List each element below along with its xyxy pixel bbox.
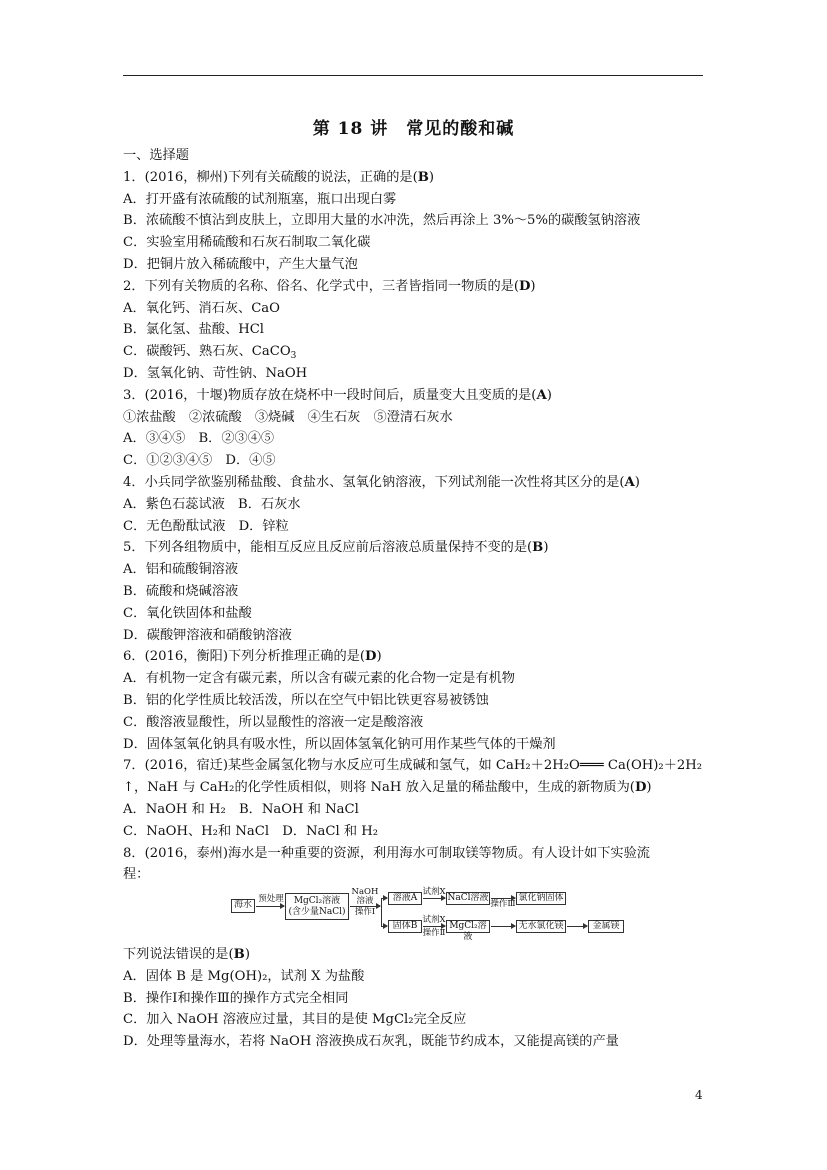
answer: B bbox=[532, 540, 544, 556]
text-line bbox=[123, 734, 708, 756]
question-lines bbox=[123, 167, 708, 886]
text-line bbox=[123, 1009, 708, 1031]
line-text: A．氧化钙、消石灰、CaO bbox=[123, 300, 280, 316]
flow-seawater: 海水 bbox=[231, 899, 255, 913]
line-text: 4．小兵同学欲鉴别稀盐酸、食盐水、氢氧化钠溶液，下列试剂能一次性将其区分的是( bbox=[123, 474, 625, 490]
text-line bbox=[123, 428, 708, 450]
page-number: 4 bbox=[695, 1088, 703, 1102]
line-text: 8．(2016，泰州)海水是一种重要的资源，利用海水可制取镁等物质。有人设计如下实验流 bbox=[123, 845, 650, 861]
line-text: C．碳酸钙、熟石灰、CaCO bbox=[123, 344, 291, 360]
line-text: D．把铜片放入稀硫酸中，产生大量气泡 bbox=[123, 256, 358, 272]
flow-arrow bbox=[491, 926, 515, 927]
text-line bbox=[123, 494, 708, 516]
text-line bbox=[123, 988, 708, 1010]
answer-close: ) bbox=[646, 780, 652, 796]
answer-close: ) bbox=[428, 169, 435, 185]
text-line bbox=[123, 537, 708, 559]
text-line bbox=[123, 966, 708, 988]
flow-naoh-1: NaOH bbox=[351, 887, 379, 898]
flow-label-op1: 操作Ⅰ bbox=[354, 907, 376, 918]
line-text: 3．(2016，十堰)物质存放在烧杯中一段时间后，质量变大且变质的是( bbox=[123, 387, 537, 403]
flow-solid-b: 固体B bbox=[388, 920, 422, 933]
text-line bbox=[123, 944, 708, 966]
answer: D bbox=[634, 780, 647, 796]
flow-arrow bbox=[256, 906, 284, 907]
flow-label-op3: 操作Ⅲ bbox=[490, 899, 516, 910]
answer-close: ) bbox=[634, 474, 640, 490]
flow-arrow bbox=[567, 926, 587, 927]
answer: A bbox=[624, 474, 635, 490]
text-line bbox=[123, 603, 708, 625]
line-text: C．加入 NaOH 溶液应过量，其目的是使 MgCl₂完全反应 bbox=[123, 1012, 467, 1028]
answer: B bbox=[417, 169, 429, 185]
answer-close: ) bbox=[546, 387, 552, 403]
line-text: ↑，NaH 与 CaH₂的化学性质相似，则将 NaH 放入足量的稀盐酸中，生成的新物质为( bbox=[123, 780, 635, 796]
text-line bbox=[123, 341, 708, 363]
text-line bbox=[123, 690, 708, 712]
text-line bbox=[123, 363, 708, 385]
flow-mgcl2-text: MgCl₂溶液 bbox=[293, 896, 341, 907]
line-text: A．铝和硫酸铜溶液 bbox=[123, 562, 239, 578]
text-line bbox=[123, 864, 708, 886]
answer: A bbox=[536, 387, 547, 403]
text-line bbox=[123, 843, 708, 865]
text-line bbox=[123, 472, 708, 494]
after-lines bbox=[123, 944, 708, 1053]
header-rule bbox=[123, 75, 703, 76]
flow-label-x1: 试剂X bbox=[422, 887, 446, 898]
text-line bbox=[123, 450, 708, 472]
flow-label-op2: 操作Ⅱ bbox=[422, 928, 446, 939]
answer: D bbox=[518, 278, 531, 294]
flow-label-x2: 试剂X bbox=[422, 915, 446, 926]
flow-diagram bbox=[123, 887, 708, 943]
text-line bbox=[123, 581, 708, 603]
flow-nacl-solid: 氯化钠固体 bbox=[516, 892, 566, 905]
line-text: C．氧化铁固体和盐酸 bbox=[123, 605, 252, 621]
text-line bbox=[123, 276, 708, 298]
content bbox=[123, 145, 708, 1053]
text-line bbox=[123, 298, 708, 320]
text-line bbox=[123, 167, 708, 189]
line-text: A．③④⑤ B．②③④⑤ bbox=[123, 431, 275, 447]
line-text: D．碳酸钾溶液和硝酸钠溶液 bbox=[123, 627, 292, 643]
answer-close: ) bbox=[530, 278, 536, 294]
text-line bbox=[123, 210, 708, 232]
section-heading: 一、选择题 bbox=[123, 148, 189, 163]
text-line bbox=[123, 559, 708, 581]
line-text: B．氯化氢、盐酸、HCl bbox=[123, 322, 264, 338]
line-text: 6．(2016，衡阳)下列分析推理正确的是( bbox=[123, 649, 366, 665]
line-text: 下列说法错误的是( bbox=[123, 947, 234, 963]
line-text: A．紫色石蕊试液 B．石灰水 bbox=[123, 496, 301, 512]
line-text: C．①②③④⑤ D．④⑤ bbox=[123, 453, 276, 469]
flow-label-pretreat: 预处理 bbox=[258, 894, 284, 905]
line-text: C．实验室用稀硫酸和石灰石制取二氧化碳 bbox=[123, 235, 371, 251]
flow-arrow bbox=[423, 898, 445, 899]
line-text: B．操作Ⅰ和操作Ⅲ的操作方式完全相同 bbox=[123, 990, 349, 1006]
flow-anhydrous-mgcl2: 无水氯化镁 bbox=[516, 920, 566, 933]
answer-close: ) bbox=[543, 540, 549, 556]
line-text: A．NaOH 和 H₂ B．NaOH 和 NaCl bbox=[123, 801, 359, 817]
line-text: D．处理等量海水，若将 NaOH 溶液换成石灰乳，既能节约成本，又能提高镁的产量 bbox=[123, 1034, 619, 1050]
line-text: 程： bbox=[123, 867, 150, 883]
line-text: A．固体 B 是 Mg(OH)₂，试剂 X 为盐酸 bbox=[123, 968, 365, 984]
line-text: D．固体氢氧化钠具有吸水性，所以固体氢氧化钠可用作某些气体的干燥剂 bbox=[123, 736, 556, 752]
answer: B bbox=[233, 947, 245, 963]
subscript: 3 bbox=[290, 351, 297, 362]
line-text: B．硫酸和烧碱溶液 bbox=[123, 583, 239, 599]
text-line bbox=[123, 407, 708, 429]
line-text: 2．下列有关物质的名称、俗名、化学式中，三者皆指同一物质的是( bbox=[123, 278, 519, 294]
line-text: ①浓盐酸 ②浓硫酸 ③烧碱 ④生石灰 ⑤澄清石灰水 bbox=[123, 409, 453, 425]
line-text: 7．(2016，宿迁)某些金属氢化物与水反应可生成碱和氢气，如 CaH₂＋2H₂O═══ Ca(OH)₂＋2H₂ bbox=[123, 758, 703, 774]
line-text: C．无色酚酞试液 D．锌粒 bbox=[123, 518, 289, 534]
text-line bbox=[123, 385, 708, 407]
line-text: A．打开盛有浓硫酸的试剂瓶塞，瓶口出现白雾 bbox=[123, 191, 397, 207]
text-line bbox=[123, 755, 708, 777]
flow-solution-a: 溶液A bbox=[388, 892, 422, 905]
line-text: A．有机物一定含有碳元素，所以含有碳元素的化合物一定是有机物 bbox=[123, 671, 515, 687]
text-line bbox=[123, 625, 708, 647]
flow-arrow bbox=[381, 898, 387, 899]
flow-mgcl2-solution-2: MgCl₂溶液 bbox=[446, 920, 490, 933]
text-line bbox=[123, 799, 708, 821]
text-line bbox=[123, 646, 708, 668]
answer: D bbox=[365, 649, 377, 665]
flow-split-line bbox=[381, 898, 382, 926]
flow-naoh-2: 溶液 bbox=[356, 896, 374, 907]
answer-close: ) bbox=[244, 947, 250, 963]
text-line bbox=[123, 821, 708, 843]
flow-nacl-solution: NaCl溶液 bbox=[447, 893, 489, 904]
flow-metal-mg: 金属镁 bbox=[588, 920, 624, 933]
line-text: D．氢氧化钠、苛性钠、NaOH bbox=[123, 365, 308, 381]
line-text: B．铝的化学性质比较活泼，所以在空气中铝比铁更容易被锈蚀 bbox=[123, 692, 489, 708]
flow-arrow bbox=[423, 926, 445, 927]
flow-mgcl2-solution bbox=[285, 893, 349, 920]
text-line bbox=[123, 777, 708, 799]
flow-arrow bbox=[381, 926, 387, 927]
text-line bbox=[123, 232, 708, 254]
text-line bbox=[123, 189, 708, 211]
line-text: C．酸溶液显酸性，所以显酸性的溶液一定是酸溶液 bbox=[123, 714, 424, 730]
text-line bbox=[123, 319, 708, 341]
text-line bbox=[123, 1031, 708, 1053]
page-title: 第 18 讲 常见的酸和碱 bbox=[312, 119, 515, 139]
text-line bbox=[123, 254, 708, 276]
text-line bbox=[123, 668, 708, 690]
text-line bbox=[123, 516, 708, 538]
line-text: 5．下列各组物质中，能相互反应且反应前后溶液总质量保持不变的是( bbox=[123, 540, 533, 556]
flow-mgcl2-note: (含少量NaCl) bbox=[288, 907, 346, 918]
answer-close: ) bbox=[376, 649, 382, 665]
line-text: 1．(2016，柳州)下列有关硫酸的说法，正确的是( bbox=[123, 169, 418, 185]
flow-label-naoh bbox=[349, 888, 381, 906]
text-line bbox=[123, 712, 708, 734]
line-text: B．浓硫酸不慎沾到皮肤上，立即用大量的水冲洗，然后再涂上 3%～5%的碳酸氢钠溶液 bbox=[123, 213, 641, 229]
line-text: C．NaOH、H₂和 NaCl D．NaCl 和 H₂ bbox=[123, 823, 379, 839]
